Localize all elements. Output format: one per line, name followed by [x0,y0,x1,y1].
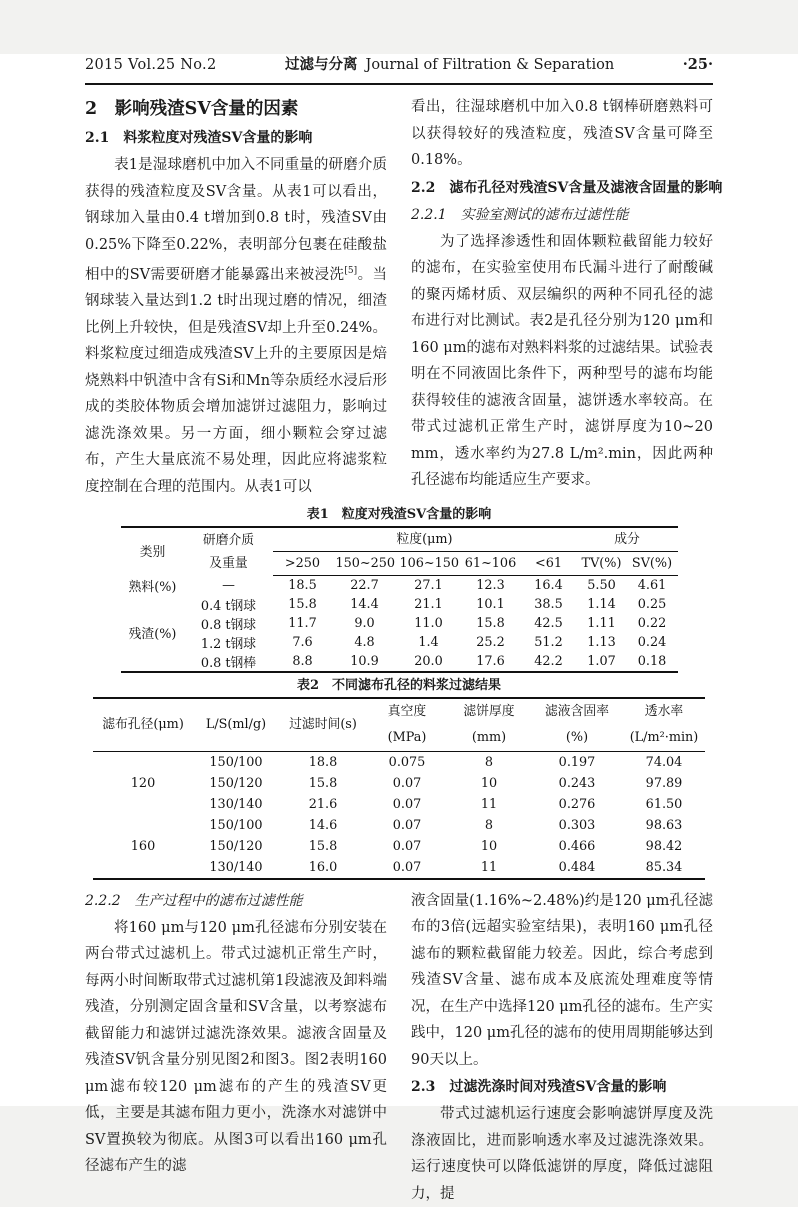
table-cell: 1.4 [418,634,439,650]
table-row [93,815,705,836]
table-cell: 4.8 [354,634,375,650]
col-size-3: 106~150 [397,552,461,576]
table-cell: 21.6 [308,796,338,812]
table-cell: 38.5 [534,596,563,612]
table-cell: 150/120 [209,838,263,854]
table-cell: 15.8 [308,838,338,854]
table-cell: 15.8 [288,596,317,612]
table-cell: 14.4 [350,596,379,612]
section-heading-2-1: 2.1 料浆粒度对残渣SV含量的影响 [85,130,313,146]
table1-title: 表1 粒度对残渣SV含量的影响 [306,507,492,523]
table-cell: 11.7 [288,615,317,631]
table-cell: 11.0 [414,615,443,631]
table-cell: 42.2 [534,653,563,669]
col-vacuum: 真空度(MPa) [367,698,447,752]
table-cell: 98.63 [645,817,683,833]
table-row-residue [121,633,678,652]
paragraph-text [85,157,387,495]
table-cell: 150/100 [209,817,263,833]
table-cell: 150/120 [209,775,263,791]
table2-title: 表2 不同滤布孔径的料浆过滤结果 [296,677,502,693]
table-cell: 10 [480,775,498,791]
table-cell: 150/100 [209,754,263,770]
pore-group-label: 120 [130,775,156,791]
table-cell: 10 [480,838,498,854]
table1 [121,526,678,673]
table-cell: 8.8 [292,653,313,669]
row-label: 熟料(%) [128,579,177,595]
col-size-2: 150~250 [333,552,397,576]
table-cell: 18.8 [308,754,338,770]
upper-columns [85,94,723,500]
table-cell: 15.8 [476,615,505,631]
row-label: 残渣(%) [128,627,177,643]
table-cell: 7.6 [292,634,313,650]
table-cell: 0.243 [558,775,596,791]
table-cell: 22.7 [350,578,379,594]
left-column-bottom [85,888,387,1207]
col-cake-thickness: 滤饼厚度(mm) [447,698,531,752]
table-cell: 51.2 [534,634,563,650]
col-category: 类别 [139,544,166,560]
table-cell: 97.89 [645,775,683,791]
col-grinding-media: 研磨介质 及重量 [202,533,255,572]
table-cell: 10.9 [350,653,379,669]
table-row-residue [121,595,678,614]
table-cell: 10.1 [476,596,505,612]
table-cell: 11 [480,796,498,812]
lower-columns [85,888,713,1207]
page-number: ·25· [682,56,713,73]
table-cell: 9.0 [354,615,375,631]
table-cell: 17.6 [476,653,505,669]
table-cell: 0.8 t钢棒 [200,655,257,671]
table-row [93,698,705,752]
paragraph-production: 将160 μm与120 μm孔径滤布分别安装在两台带式过滤机上。带式过滤机正常生产时，每两小时间断取带式过滤机第1段滤液及卸料端残渣，分别测定固含量和SV含量，以考察滤布截留能力和滤饼过滤洗涤效果。滤液含固量及残渣SV钒含量分别见图2和图3。图2表明160 μm滤布较120 μm滤布的产生的残渣SV更低，主要是其滤布阻力更小，洗涤水对滤饼中SV置换较为彻底。从图3可以看出160 μm孔径滤布产生的滤 [85,919,387,1175]
journal-title-en: Journal of Filtration & Separation [365,57,615,73]
section-heading-2-3: 2.3 过滤洗涤时间对残渣SV含量的影响 [411,1079,667,1096]
col-filter-time: 过滤时间(s) [279,698,367,752]
col-group-particle-size: 粒度(μm) [273,527,577,552]
table-cell: 0.07 [392,775,422,791]
col-group-composition: 成分 [577,527,678,552]
table-cell: 0.22 [637,615,667,631]
section-heading-2: 2 影响残渣SV含量的因素 [85,99,299,119]
table-cell: 8 [484,817,494,833]
col-size-5: <61 [521,552,577,576]
table-row-residue [121,652,678,672]
table-cell: 1.2 t钢球 [200,636,257,652]
table-cell: 15.8 [308,775,338,791]
journal-page [0,54,798,1202]
table-cell: 1.13 [587,634,616,650]
table2 [93,697,705,880]
ref-5: [5] [344,266,358,276]
table-cell: 0.18 [637,653,667,669]
table-cell: 4.61 [637,578,667,594]
table-cell: 0.07 [392,796,422,812]
right-column-bottom [411,888,713,1207]
table-cell: 0.075 [388,754,426,770]
table-cell: 85.34 [645,859,683,875]
table-cell: 1.14 [587,596,616,612]
table-cell: 98.42 [645,838,683,854]
section-heading-2-2: 2.2 滤布孔径对残渣SV含量及滤液含固量的影响 [411,179,723,196]
table-cell: 20.0 [414,653,443,669]
table-cell: 0.466 [558,838,596,854]
paragraph-production-cont: 液含固量(1.16%~2.48%)约是120 μm孔径滤布的3倍(远超实验室结果)，表明160 μm孔径滤布的颗粒截留能力较差。因此，综合考虑到残渣SV含量、滤布成本及底流处理难度等情况，在生产中选择120 μm孔径的滤布。生产实践中，120 μm孔径的滤布的使用周期能够达到90天以上。 [411,892,713,1068]
table-cell: 42.5 [534,615,563,631]
table-cell: 25.2 [476,634,505,650]
journal-title-cn: 过滤与分离 [285,56,358,73]
table1-header [121,527,678,576]
table-cell: 0.07 [392,817,422,833]
table-cell: 27.1 [414,578,443,594]
table-cell: 74.04 [645,754,683,770]
table-row [121,527,678,552]
table-cell: 11 [480,859,498,875]
table-cell: 12.3 [476,578,505,594]
table-row-clinker [121,576,678,595]
running-head [85,54,713,85]
table-cell: 0.484 [558,859,596,875]
table-cell: 130/140 [209,796,263,812]
table-row [93,751,705,773]
table-cell: — [222,577,235,593]
table-cell: 61.50 [645,796,683,812]
table-cell: 1.07 [587,653,616,669]
col-tv: TV(%) [577,552,627,576]
paragraph-particle-size-cont: 看出，往湿球磨机中加入0.8 t钢棒研磨熟料可以获得较好的残渣粒度，残渣SV含量可降至0.18%。 [411,99,713,168]
table-cell: 0.303 [558,817,596,833]
table-cell: 18.5 [288,578,317,594]
paragraph-segment: 。当钢球装入量达到1.2 t时出现过磨的情况，细渣比例上升较快，但是残渣SV却上升至0.24%。料浆粒度过细造成残渣SV上升的主要原因是焙烧熟料中钒渣中含有Si和Mn等杂质经水浸后形成的类胶体物质会增加滤饼过滤阻力，影响过滤洗涤效果。另一方面，细小颗粒会穿过滤布，产生大量底流不易处理，因此应将滤浆粒度控制在合理的范围内。从表1可以 [85,266,387,495]
right-column-top [411,94,723,500]
table-cell: 0.07 [392,838,422,854]
col-ls-ratio: L/S(ml/g) [193,698,279,752]
section-heading-2-2-2: 2.2.2 生产过程中的滤布过滤性能 [85,892,303,909]
col-filtrate-solids: 滤液含固率(%) [531,698,623,752]
table-cell: 5.50 [587,578,616,594]
col-pore-size: 滤布孔径(μm) [93,698,193,752]
pore-group-label: 160 [130,838,156,854]
col-size-1: >250 [273,552,333,576]
journal-title [285,54,614,76]
issue-info: 2015 Vol.25 No.2 [85,57,217,73]
table-cell: 0.8 t钢球 [200,617,257,633]
table-cell: 8 [484,754,494,770]
section-heading-2-2-1: 2.2.1 实验室测试的滤布过滤性能 [411,206,629,223]
table2-header [93,698,705,752]
table-cell: 130/140 [209,859,263,875]
table-cell: 0.07 [392,859,422,875]
table-cell: 0.276 [558,796,596,812]
col-size-4: 61~106 [461,552,521,576]
paragraph-washing: 带式过滤机运行速度会影响滤饼厚度及洗涤液固比，进而影响透水率及过滤洗涤效果。运行速度快可以降低滤饼的厚度，降低过滤阻力，提 [411,1106,713,1202]
table-cell: 0.25 [637,596,667,612]
table-cell: 0.197 [558,754,596,770]
table-cell: 16.4 [534,578,563,594]
table-cell: 14.6 [308,817,338,833]
table-cell: 0.4 t钢球 [200,598,257,614]
paragraph-lab-test: 为了选择渗透性和固体颗粒截留能力较好的滤布，在实验室使用布氏漏斗进行了耐酸碱的聚丙烯材质、双层编织的两种不同孔径的滤布进行对比测试。表2是孔径分别为120 μm和160 μm的滤布对熟料料浆的过滤结果。试验表明在不同液固比条件下，两种型号的滤布均能获得较佳的滤液含固量，滤饼透水率较高。在带式过滤机正常生产时，滤饼厚度为10~20 mm，透水率约为27.8 L/m².min，因此两种孔径滤布均能适应生产要求。 [411,233,713,488]
table-row-residue [121,614,678,633]
table-cell: 0.24 [637,634,667,650]
col-sv: SV(%) [627,552,678,576]
table-cell: 1.11 [587,615,616,631]
paragraph-segment: 表1是湿球磨机中加入不同重量的研磨介质获得的残渣粒度及SV含量。从表1可以看出，钢球加入量由0.4 t增加到0.8 t时，残渣SV由0.25%下降至0.22%，表明部分包裹在硅酸盐相中的SV需要研磨才能暴露出来被浸洗 [85,157,387,283]
col-permeability: 透水率(L/m²·min) [623,698,705,752]
left-column-top [85,94,387,500]
paragraph-particle-size [85,152,387,500]
table-cell: 16.0 [308,859,338,875]
table-cell: 21.1 [414,596,443,612]
